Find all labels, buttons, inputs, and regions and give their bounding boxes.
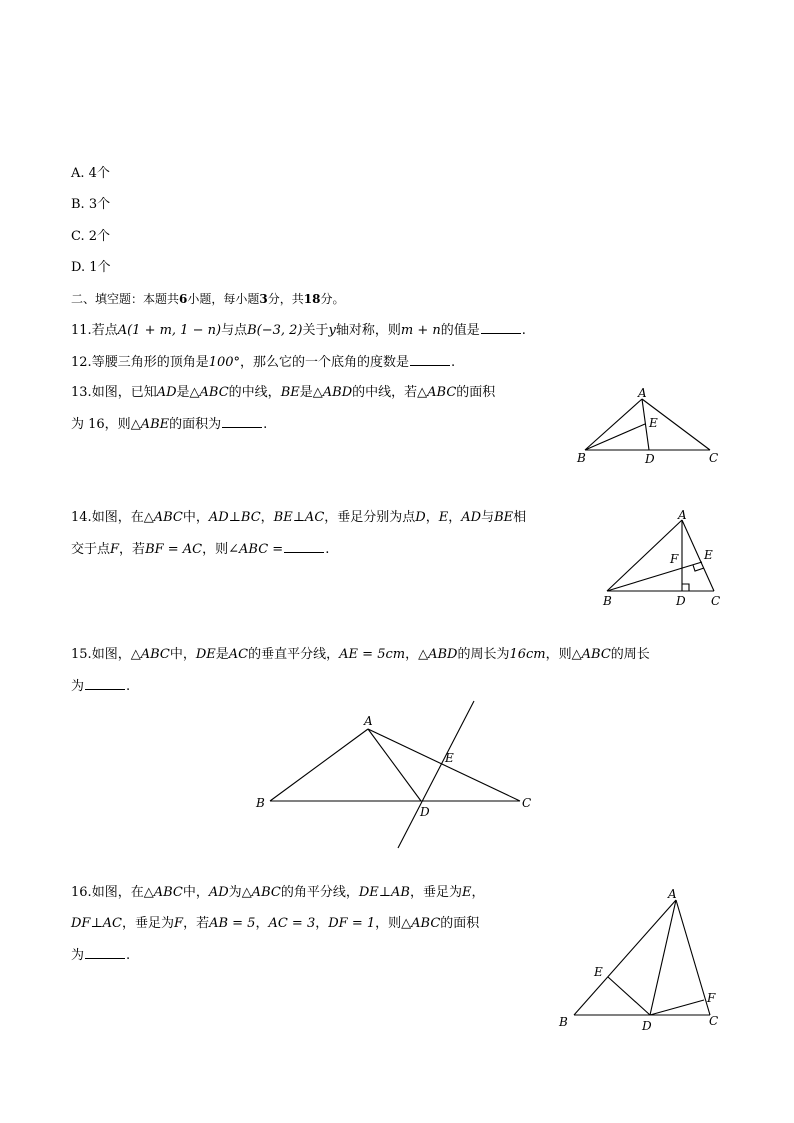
label-d: D [645,452,655,466]
question-12: 12.等腰三角形的顶角是100°，那么它的一个底角的度数是 . [71,355,456,370]
label-d: D [642,1019,652,1033]
option-d: D. 1个 [71,260,111,275]
altitude-be [607,562,702,591]
label-e: E [704,548,713,562]
answer-blank[interactable] [410,353,450,366]
figure-q14 [595,505,730,615]
label-b: B [577,451,586,465]
edge-ab [574,900,676,1015]
label-c: C [711,594,721,608]
label-c: C [709,451,719,465]
edge-ab [585,399,642,450]
option-a: A. 4个 [71,166,110,181]
bisector-ad [650,900,676,1015]
edge-ac [676,900,710,1015]
question-13-line2: 为 16，则△ABE的面积为 . [71,417,268,432]
label-a: A [678,508,687,522]
figure-q16 [555,885,725,1035]
question-15-line1: 15.如图，△ABC中，DE是AC的垂直平分线，AE = 5cm，△ABD的周长为16cm，则△ABC的周长 [71,647,650,662]
label-c: C [522,796,532,810]
figure-q13 [570,385,730,470]
question-16-line3: 为 . [71,948,131,963]
question-14-line2: 交于点F，若BF = AC，则∠ABC = . [71,542,330,557]
answer-blank[interactable] [481,321,521,334]
label-a: A [364,714,373,728]
median-be [585,424,645,450]
label-b: B [603,594,612,608]
option-b: B. 3个 [71,197,111,212]
question-11: 11.若点A(1 + m, 1 − n)与点B(−3, 2)关于y轴对称，则m + n的值是 . [71,323,526,338]
answer-blank[interactable] [85,677,125,690]
label-f: F [670,552,679,566]
label-a: A [668,887,677,901]
segment-ad [368,729,421,801]
answer-blank[interactable] [222,415,262,428]
figure-q15 [250,695,540,850]
question-15-line2: 为 . [71,679,131,694]
edge-ab [270,729,368,801]
label-b: B [559,1015,568,1029]
label-d: D [676,594,686,608]
label-c: C [709,1014,719,1028]
label-e: E [649,416,658,430]
perpendicular-de [608,977,650,1015]
label-b: B [256,796,265,810]
perpendicular-bisector [398,701,474,848]
answer-blank[interactable] [284,540,324,553]
section-heading: 二、填空题：本题共6小题，每小题3分，共18分。 [71,292,345,306]
question-16-line2: DF⊥AC，垂足为F，若AB = 5，AC = 3，DF = 1，则△ABC的面积 [71,916,480,931]
label-d: D [420,805,430,819]
label-e: E [594,965,603,979]
label-a: A [638,386,647,400]
edge-ac [368,729,520,801]
answer-blank[interactable] [85,946,125,959]
question-16-line1: 16.如图，在△ABC中，AD为△ABC的角平分线，DE⊥AB，垂足为E， [71,885,485,900]
perpendicular-df [650,1000,704,1015]
question-13-line1: 13.如图，已知AD是△ABC的中线，BE是△ABD的中线，若△ABC的面积 [71,385,496,400]
option-c: C. 2个 [71,229,111,244]
label-e: E [445,751,454,765]
label-f: F [707,991,716,1005]
question-14-line1: 14.如图，在△ABC中，AD⊥BC，BE⊥AC，垂足分别为点D，E，AD与BE相 [71,510,527,525]
right-angle-d [682,584,689,591]
